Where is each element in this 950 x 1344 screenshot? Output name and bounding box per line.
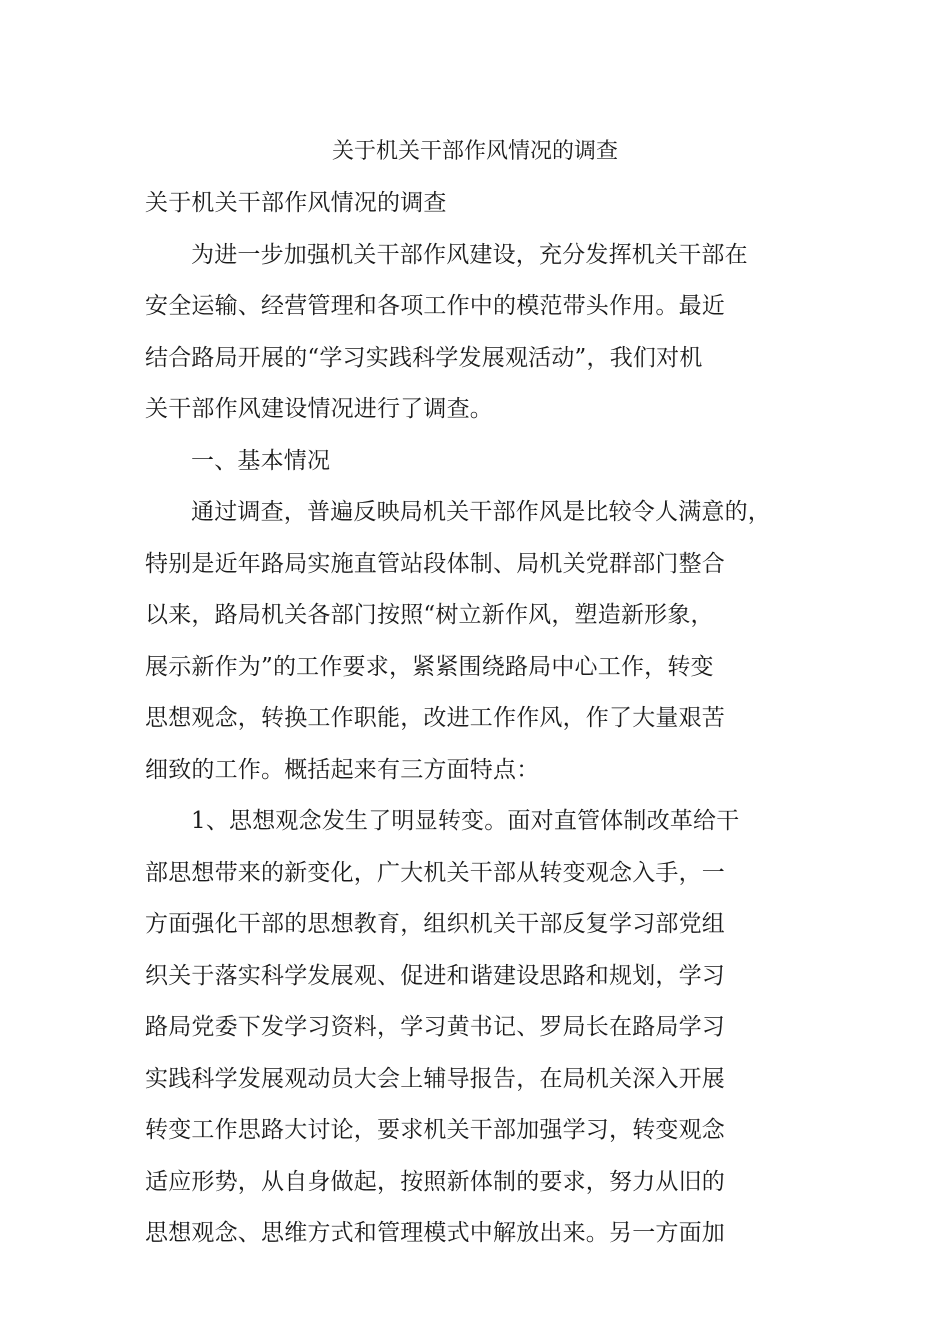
body-line: 通过调查，普遍反映局机关干部作风是比较令人满意的， <box>191 499 771 525</box>
body-line: 关干部作风建设情况进行了调查。 <box>145 396 493 422</box>
body-line: 思想观念，转换工作职能，改进工作作风，作了大量艰苦 <box>145 705 725 731</box>
body-line: 为进一步加强机关干部作风建设，充分发挥机关干部在 <box>191 241 748 268</box>
body-line: 细致的工作。概括起来有三方面特点： <box>145 756 540 783</box>
body-line: 以来，路局机关各部门按照“树立新作风，塑造新形象， <box>145 602 714 628</box>
body-line: 特别是近年路局实施直管站段体制、局机关党群部门整合 <box>145 550 725 577</box>
body-line: 思想观念、思维方式和管理模式中解放出来。另一方面加 <box>145 1220 725 1246</box>
document-body <box>145 178 815 1260</box>
body-line: 关于机关干部作风情况的调查 <box>145 190 447 216</box>
body-line: 展示新作为”的工作要求，紧紧围绕路局中心工作，转变 <box>145 653 714 680</box>
body-line: 方面强化干部的思想教育，组织机关干部反复学习部党组 <box>145 911 725 937</box>
body-line: 部思想带来的新变化，广大机关干部从转变观念入手，一 <box>145 859 725 886</box>
body-line: 适应形势，从自身做起，按照新体制的要求，努力从旧的 <box>145 1168 725 1195</box>
body-line: 转变工作思路大讨论，要求机关干部加强学习，转变观念 <box>145 1117 725 1143</box>
body-line: 路局党委下发学习资料，学习黄书记、罗局长在路局学习 <box>145 1014 725 1040</box>
body-line: 1、思想观念发生了明显转变。面对直管体制改革给干 <box>191 808 740 834</box>
section-heading: 一、基本情况 <box>191 447 331 474</box>
body-line: 实践科学发展观动员大会上辅导报告，在局机关深入开展 <box>145 1065 725 1092</box>
body-line: 织关于落实科学发展观、促进和谐建设思路和规划，学习 <box>145 962 725 989</box>
document-title: 关于机关干部作风情况的调查 <box>331 139 618 164</box>
body-line: 安全运输、经营管理和各项工作中的模范带头作用。最近 <box>145 293 725 319</box>
body-line: 结合路局开展的“学习实践科学发展观活动”，我们对机 <box>145 344 703 371</box>
